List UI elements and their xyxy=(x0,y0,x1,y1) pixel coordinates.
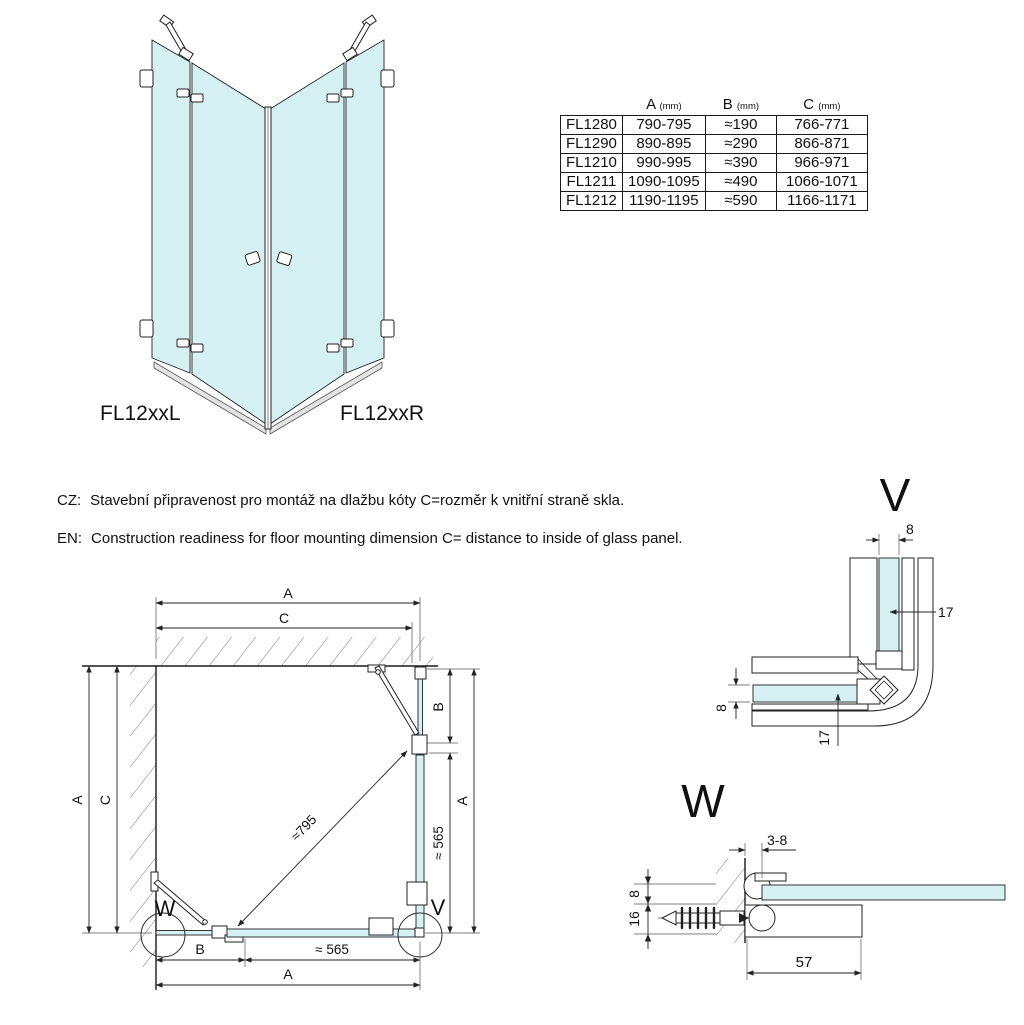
vertical-glass xyxy=(879,558,899,663)
right-foot-bracket xyxy=(407,882,427,905)
dim-hinge: 16 xyxy=(626,911,642,927)
cell-c: 1066-1071 xyxy=(776,173,867,192)
cell-a: 1190-1195 xyxy=(622,192,705,211)
cell-a: 1090-1095 xyxy=(622,173,705,192)
dim-inset-right: 17 xyxy=(938,604,954,620)
cell-b: ≈290 xyxy=(705,135,776,154)
col-model-header xyxy=(561,96,623,116)
spec-table xyxy=(560,96,868,211)
cell-model: FL1290 xyxy=(561,135,623,154)
right-hinge xyxy=(412,735,427,754)
dim-glass-left: 8 xyxy=(713,704,729,712)
dim-b-bottom: B xyxy=(195,941,205,957)
detail-v-title: V xyxy=(879,469,911,521)
right-top-mount xyxy=(415,667,426,679)
dim-a-bottom: A xyxy=(283,966,293,982)
dim-bracket: 57 xyxy=(795,954,813,971)
cell-a: 790-795 xyxy=(622,116,705,135)
right-fixed-glass xyxy=(416,755,424,933)
bottom-foot-bracket xyxy=(369,918,393,935)
col-a-header: A (mm) xyxy=(646,96,682,113)
cell-c: 966-971 xyxy=(776,154,867,173)
corner-joint xyxy=(415,928,424,937)
spec-table-header xyxy=(561,96,868,116)
dim-565-right: ≈ 565 xyxy=(431,826,446,860)
note-cz-text: Stavební připravenost pro montáž na dlažbu kóty C=rozměr k vnitřní straně skla. xyxy=(90,492,625,509)
note-cz-label: CZ: xyxy=(57,492,82,509)
wall-hatching xyxy=(716,858,745,943)
cell-model: FL1211 xyxy=(561,173,623,192)
horizontal-glass xyxy=(753,685,865,702)
dim-a-top: A xyxy=(283,585,293,601)
cell-b: ≈490 xyxy=(705,173,776,192)
cell-model: FL1280 xyxy=(561,116,623,135)
model-label-right: FL12xxR xyxy=(340,402,425,425)
right-door-panel xyxy=(270,63,344,424)
glass-panel xyxy=(762,885,1005,900)
model-label-left: FL12xxL xyxy=(100,402,181,425)
corner-profile xyxy=(265,107,271,429)
dim-c-top: C xyxy=(278,610,290,626)
dim-gap: 3-8 xyxy=(767,832,788,848)
cell-c: 766-771 xyxy=(776,116,867,135)
note-en-label: EN: xyxy=(57,530,83,547)
table-row xyxy=(561,116,868,135)
cell-a: 990-995 xyxy=(622,154,705,173)
cell-b: ≈590 xyxy=(705,192,776,211)
cell-b: ≈390 xyxy=(705,154,776,173)
detail-w-drawing xyxy=(600,775,1024,1015)
dim-glass-top: 8 xyxy=(906,521,914,537)
cell-model: FL1210 xyxy=(561,154,623,173)
dim-glass: 8 xyxy=(626,890,642,898)
col-c-header: C (mm) xyxy=(803,96,841,113)
dim-c-left: C xyxy=(97,794,113,806)
dim-565-bottom: ≈ 565 xyxy=(315,942,349,957)
cell-b: ≈190 xyxy=(705,116,776,135)
table-row xyxy=(561,192,868,211)
cell-model: FL1212 xyxy=(561,192,623,211)
note-en xyxy=(57,530,683,547)
hinge-cylinder xyxy=(749,905,775,931)
dim-diagonal: ≈795 xyxy=(287,811,320,844)
detail-v-ref-label: V xyxy=(430,895,446,920)
floor-plan-drawing xyxy=(55,585,495,1025)
table-row xyxy=(561,154,868,173)
cell-c: 866-871 xyxy=(776,135,867,154)
glass-side-right xyxy=(407,666,427,933)
notes xyxy=(57,492,683,568)
note-cz xyxy=(57,492,683,509)
table-row xyxy=(561,135,868,154)
dim-a-left: A xyxy=(69,795,85,805)
detail-w-ref-label: W xyxy=(154,896,176,921)
glass-side-bottom xyxy=(156,918,424,942)
cell-a: 890-895 xyxy=(622,135,705,154)
dim-b-right: B xyxy=(430,702,446,712)
anchor-screw xyxy=(658,908,750,928)
dim-a-right: A xyxy=(454,796,470,806)
left-door-panel xyxy=(192,63,266,424)
cell-c: 1166-1171 xyxy=(776,192,867,211)
note-en-text: Construction readiness for floor mounting dimension C= distance to inside of glass panel. xyxy=(91,530,683,547)
detail-v-drawing xyxy=(690,455,1024,785)
table-row xyxy=(561,173,868,192)
support-bar-top-right xyxy=(368,665,419,735)
dim-inset-bottom: 17 xyxy=(816,730,832,746)
col-b-header: B (mm) xyxy=(722,96,760,113)
detail-w-title: W xyxy=(681,775,725,827)
isometric-drawing xyxy=(80,10,440,435)
